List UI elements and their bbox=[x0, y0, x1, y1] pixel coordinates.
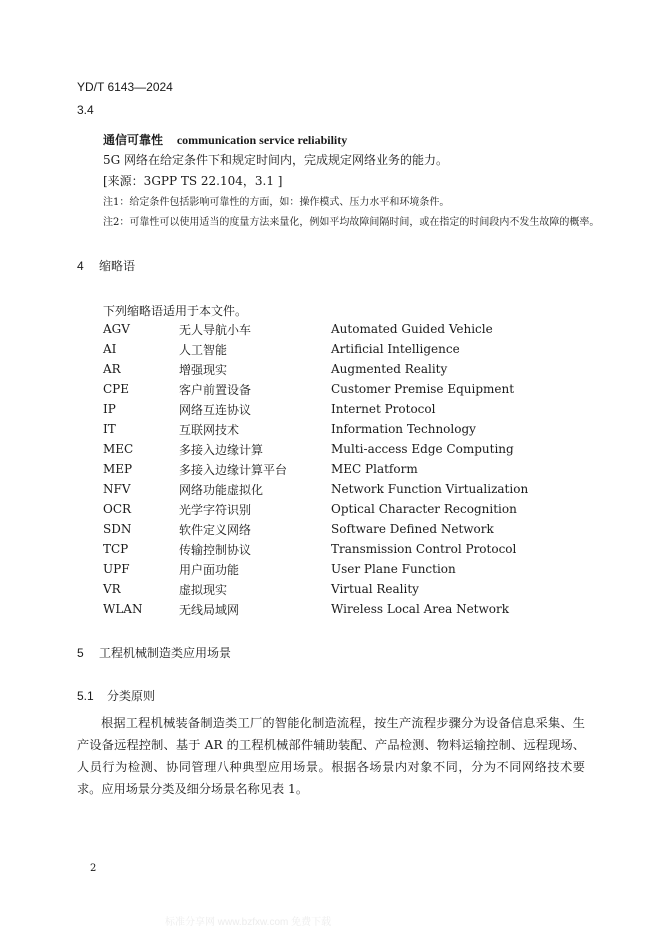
abbreviation-row bbox=[103, 319, 531, 339]
abbreviation-english: Automated Guided Vehicle bbox=[331, 322, 493, 336]
abbreviation-english: Optical Character Recognition bbox=[331, 502, 517, 516]
abbreviation-english: Customer Premise Equipment bbox=[331, 382, 515, 396]
abbreviation-term: MEP bbox=[103, 462, 133, 476]
abbreviation-chinese: 互联网技术 bbox=[179, 422, 240, 437]
abbreviation-english: Wireless Local Area Network bbox=[331, 602, 509, 616]
term-english: communication service reliability bbox=[176, 133, 348, 147]
abbreviation-english: Internet Protocol bbox=[331, 402, 436, 416]
abbreviation-english: Software Defined Network bbox=[331, 522, 494, 536]
abbreviation-row bbox=[103, 539, 531, 559]
abbreviation-chinese: 增强现实 bbox=[179, 362, 228, 377]
abbreviation-term: TCP bbox=[103, 542, 129, 556]
abbreviation-term: CPE bbox=[103, 382, 130, 396]
section-5-1-title: 分类原则 bbox=[107, 689, 156, 703]
abbreviation-english: Transmission Control Protocol bbox=[331, 542, 517, 556]
abbreviation-row bbox=[103, 419, 531, 439]
abbreviation-english: Virtual Reality bbox=[331, 582, 419, 596]
abbreviation-chinese: 网络互连协议 bbox=[179, 402, 252, 417]
abbreviation-term: IP bbox=[103, 402, 116, 416]
abbreviation-row bbox=[103, 439, 531, 459]
section-5-1-heading bbox=[77, 687, 155, 704]
abbreviation-english: User Plane Function bbox=[331, 562, 456, 576]
abbreviation-english: MEC Platform bbox=[331, 462, 418, 476]
abbreviation-term: SDN bbox=[103, 522, 132, 536]
abbreviation-row bbox=[103, 459, 531, 479]
abbreviation-row bbox=[103, 559, 531, 579]
abbreviation-english: Information Technology bbox=[331, 422, 476, 436]
abbreviation-chinese: 无线局域网 bbox=[179, 602, 240, 617]
abbreviation-chinese: 软件定义网络 bbox=[179, 522, 252, 537]
abbreviation-row bbox=[103, 399, 531, 419]
abbreviations-table bbox=[103, 319, 531, 619]
section-5-number: 5 bbox=[77, 646, 84, 660]
abbreviation-chinese: 多接入边缘计算 bbox=[179, 442, 264, 457]
abbreviation-term: MEC bbox=[103, 442, 134, 456]
abbreviation-term: NFV bbox=[103, 482, 131, 496]
abbreviation-chinese: 网络功能虚拟化 bbox=[179, 482, 264, 497]
term-heading bbox=[103, 131, 347, 148]
abbreviation-row bbox=[103, 479, 531, 499]
abbreviation-row bbox=[103, 599, 531, 619]
term-definition: 5G 网络在给定条件下和规定时间内，完成规定网络业务的能力。 bbox=[103, 153, 449, 167]
term-source: [来源：3GPP TS 22.104，3.1 ] bbox=[103, 174, 283, 188]
footer-watermark: 标准分享网 www.bzfxw.com 免费下载 bbox=[165, 917, 332, 928]
abbreviation-term: WLAN bbox=[103, 602, 143, 616]
section-5-1-number: 5.1 bbox=[77, 689, 94, 703]
note-1: 注1：给定条件包括影响可靠性的方面，如：操作模式、压力水平和环境条件。 bbox=[103, 197, 450, 208]
abbreviation-chinese: 无人导航小车 bbox=[179, 322, 252, 337]
abbreviation-term: AGV bbox=[103, 322, 130, 336]
abbreviation-term: UPF bbox=[103, 562, 130, 576]
abbreviation-term: AI bbox=[103, 342, 117, 356]
abbreviation-row bbox=[103, 359, 531, 379]
abbreviation-row bbox=[103, 339, 531, 359]
abbreviations-intro: 下列缩略语适用于本文件。 bbox=[103, 304, 248, 318]
section-5-title: 工程机械制造类应用场景 bbox=[99, 646, 232, 660]
abbreviation-row bbox=[103, 579, 531, 599]
abbreviation-row bbox=[103, 499, 531, 519]
abbreviation-english: Artificial Intelligence bbox=[331, 342, 460, 356]
classification-paragraph: 根据工程机械装备制造类工厂的智能化制造流程，按生产流程步骤分为设备信息采集、生产设备远程控制、基于 AR 的工程机械部件辅助装配、产品检测、物料运输控制、远程现场、人员行为检测、协同管理八种典型应用场景。根据各场景内对象不同，分为不同网络技术要求。应用场景分类及细分场景名称见表 1。 bbox=[77, 716, 585, 796]
note-2: 注2：可靠性可以使用适当的度量方法来量化，例如平均故障间隔时间，或在指定的时间段内不发生故障的概率。 bbox=[103, 217, 600, 228]
abbreviation-chinese: 人工智能 bbox=[179, 342, 228, 357]
abbreviation-chinese: 多接入边缘计算平台 bbox=[179, 462, 288, 477]
abbreviation-chinese: 传输控制协议 bbox=[179, 542, 252, 557]
abbreviation-term: VR bbox=[103, 582, 121, 596]
document-id: YD/T 6143—2024 bbox=[77, 80, 173, 94]
abbreviation-term: IT bbox=[103, 422, 116, 436]
abbreviation-chinese: 光学字符识别 bbox=[179, 502, 252, 517]
section-4-number: 4 bbox=[77, 259, 84, 273]
term-chinese: 通信可靠性 bbox=[103, 133, 164, 147]
abbreviation-chinese: 用户面功能 bbox=[179, 562, 240, 577]
abbreviation-chinese: 客户前置设备 bbox=[179, 382, 252, 397]
clause-number: 3.4 bbox=[77, 103, 94, 117]
section-5-heading bbox=[77, 644, 231, 661]
abbreviation-row bbox=[103, 519, 531, 539]
abbreviation-chinese: 虚拟现实 bbox=[179, 582, 228, 597]
abbreviation-term: AR bbox=[103, 362, 121, 376]
abbreviation-english: Network Function Virtualization bbox=[331, 482, 529, 496]
abbreviation-term: OCR bbox=[103, 502, 132, 516]
abbreviation-english: Multi-access Edge Computing bbox=[331, 442, 514, 456]
section-4-title: 缩略语 bbox=[99, 259, 136, 273]
abbreviation-english: Augmented Reality bbox=[331, 362, 448, 376]
page-number: 2 bbox=[90, 863, 97, 874]
section-4-heading bbox=[77, 257, 135, 274]
abbreviation-row bbox=[103, 379, 531, 399]
